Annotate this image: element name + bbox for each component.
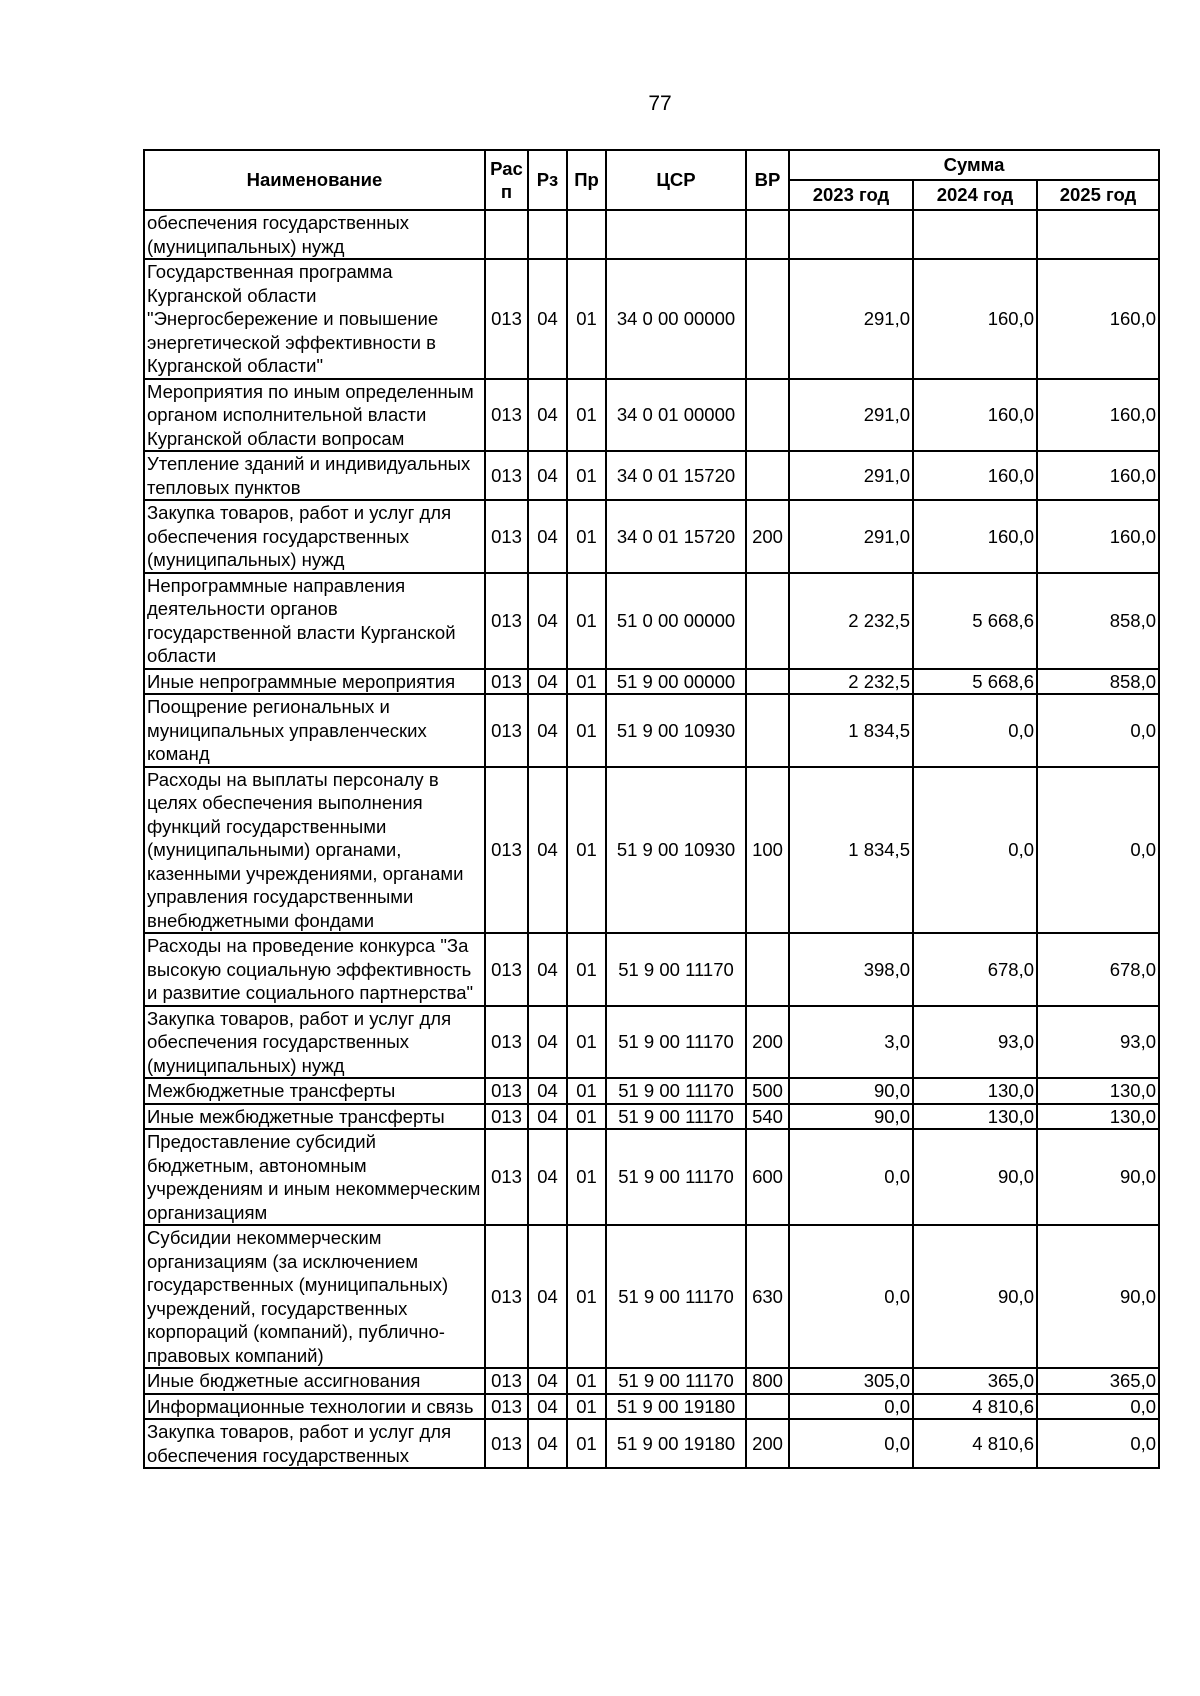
cell-rasp: 013 — [485, 1129, 528, 1225]
cell-2024: 93,0 — [913, 1006, 1037, 1079]
cell-rz: 04 — [528, 379, 567, 452]
cell-pr: 01 — [567, 573, 606, 669]
cell-rz: 04 — [528, 1078, 567, 1104]
table-row — [144, 573, 1159, 669]
table-body — [144, 210, 1159, 1468]
cell-vr — [746, 259, 789, 379]
header-pr: Пр — [567, 150, 606, 210]
cell-vr — [746, 694, 789, 767]
cell-pr: 01 — [567, 1225, 606, 1368]
cell-rasp: 013 — [485, 1368, 528, 1394]
cell-vr: 800 — [746, 1368, 789, 1394]
cell-rz: 04 — [528, 1225, 567, 1368]
cell-pr: 01 — [567, 451, 606, 500]
cell-2023: 0,0 — [789, 1394, 913, 1420]
cell-name: Утепление зданий и индивидуальных тепловых пунктов — [144, 451, 485, 500]
cell-rasp: 013 — [485, 1419, 528, 1468]
cell-rz: 04 — [528, 1419, 567, 1468]
table-row — [144, 1006, 1159, 1079]
cell-vr — [746, 933, 789, 1006]
cell-pr: 01 — [567, 767, 606, 934]
cell-name: Расходы на проведение конкурса "За высокую социальную эффективность и развитие социального партнерства" — [144, 933, 485, 1006]
cell-pr: 01 — [567, 500, 606, 573]
cell-name: Иные непрограммные мероприятия — [144, 669, 485, 695]
cell-csr: 51 9 00 11170 — [606, 1225, 746, 1368]
cell-rz: 04 — [528, 1129, 567, 1225]
header-2025: 2025 год — [1037, 180, 1159, 210]
cell-rasp: 013 — [485, 500, 528, 573]
table-row — [144, 694, 1159, 767]
cell-rasp — [485, 210, 528, 259]
cell-2025: 90,0 — [1037, 1225, 1159, 1368]
table-row — [144, 210, 1159, 259]
cell-2023: 1 834,5 — [789, 767, 913, 934]
cell-name: обеспечения государственных (муниципальных) нужд — [144, 210, 485, 259]
cell-rasp: 013 — [485, 379, 528, 452]
cell-name: Расходы на выплаты персоналу в целях обеспечения выполнения функций государственными (муниципальными) органами, казенными учреждениями, органами управления государственными внебюджетными фондами — [144, 767, 485, 934]
cell-2023: 0,0 — [789, 1225, 913, 1368]
cell-rz: 04 — [528, 1394, 567, 1420]
cell-csr: 34 0 01 15720 — [606, 500, 746, 573]
cell-rasp: 013 — [485, 573, 528, 669]
cell-2025: 0,0 — [1037, 767, 1159, 934]
cell-2025: 160,0 — [1037, 259, 1159, 379]
cell-2023: 2 232,5 — [789, 669, 913, 695]
cell-pr: 01 — [567, 669, 606, 695]
table-row — [144, 1419, 1159, 1468]
cell-rasp: 013 — [485, 1394, 528, 1420]
cell-name: Закупка товаров, работ и услуг для обеспечения государственных (муниципальных) нужд — [144, 500, 485, 573]
cell-vr: 630 — [746, 1225, 789, 1368]
cell-name: Мероприятия по иным определенным органом исполнительной власти Курганской области вопросам — [144, 379, 485, 452]
cell-2023: 291,0 — [789, 259, 913, 379]
cell-csr: 34 0 00 00000 — [606, 259, 746, 379]
cell-pr: 01 — [567, 694, 606, 767]
cell-2024: 5 668,6 — [913, 573, 1037, 669]
cell-2025: 130,0 — [1037, 1078, 1159, 1104]
cell-2023: 1 834,5 — [789, 694, 913, 767]
cell-2025: 160,0 — [1037, 379, 1159, 452]
table-row — [144, 1078, 1159, 1104]
cell-name: Поощрение региональных и муниципальных управленческих команд — [144, 694, 485, 767]
cell-2024: 0,0 — [913, 767, 1037, 934]
cell-2023: 2 232,5 — [789, 573, 913, 669]
cell-rasp: 013 — [485, 1078, 528, 1104]
budget-table — [143, 149, 1160, 1469]
cell-vr — [746, 451, 789, 500]
cell-pr: 01 — [567, 379, 606, 452]
cell-csr: 51 9 00 11170 — [606, 1368, 746, 1394]
cell-2025: 90,0 — [1037, 1129, 1159, 1225]
header-name: Наименование — [144, 150, 485, 210]
cell-2025 — [1037, 210, 1159, 259]
cell-2023: 0,0 — [789, 1129, 913, 1225]
cell-2024: 160,0 — [913, 379, 1037, 452]
cell-name: Государственная программа Курганской области "Энергосбережение и повышение энергетической эффективности в Курганской области" — [144, 259, 485, 379]
cell-rz — [528, 210, 567, 259]
page-number: 77 — [648, 92, 672, 115]
cell-2025: 858,0 — [1037, 573, 1159, 669]
cell-2024: 678,0 — [913, 933, 1037, 1006]
cell-2024: 130,0 — [913, 1078, 1037, 1104]
table-row — [144, 767, 1159, 934]
cell-rasp: 013 — [485, 1104, 528, 1130]
cell-vr: 200 — [746, 500, 789, 573]
cell-name: Межбюджетные трансферты — [144, 1078, 485, 1104]
cell-vr — [746, 1394, 789, 1420]
cell-csr: 34 0 01 15720 — [606, 451, 746, 500]
cell-csr: 51 9 00 11170 — [606, 933, 746, 1006]
cell-pr: 01 — [567, 1419, 606, 1468]
cell-pr: 01 — [567, 1078, 606, 1104]
cell-rz: 04 — [528, 1006, 567, 1079]
cell-2025: 160,0 — [1037, 451, 1159, 500]
table-row — [144, 259, 1159, 379]
cell-rz: 04 — [528, 1104, 567, 1130]
cell-2025: 93,0 — [1037, 1006, 1159, 1079]
cell-2024: 365,0 — [913, 1368, 1037, 1394]
cell-2025: 858,0 — [1037, 669, 1159, 695]
cell-rz: 04 — [528, 767, 567, 934]
cell-2024: 90,0 — [913, 1129, 1037, 1225]
cell-2023: 0,0 — [789, 1419, 913, 1468]
cell-2025: 0,0 — [1037, 1394, 1159, 1420]
cell-2023: 305,0 — [789, 1368, 913, 1394]
cell-2024: 160,0 — [913, 259, 1037, 379]
cell-rasp: 013 — [485, 1225, 528, 1368]
cell-2023: 291,0 — [789, 451, 913, 500]
cell-pr: 01 — [567, 1104, 606, 1130]
cell-rasp: 013 — [485, 694, 528, 767]
cell-rasp: 013 — [485, 1006, 528, 1079]
cell-rasp: 013 — [485, 259, 528, 379]
cell-name: Предоставление субсидий бюджетным, автономным учреждениям и иным некоммерческим организациям — [144, 1129, 485, 1225]
header-2024: 2024 год — [913, 180, 1037, 210]
cell-rasp: 013 — [485, 451, 528, 500]
cell-csr: 51 9 00 11170 — [606, 1129, 746, 1225]
table-row — [144, 451, 1159, 500]
header-csr: ЦСР — [606, 150, 746, 210]
cell-csr: 51 9 00 11170 — [606, 1006, 746, 1079]
cell-name: Информационные технологии и связь — [144, 1394, 485, 1420]
cell-2023 — [789, 210, 913, 259]
cell-2024: 4 810,6 — [913, 1419, 1037, 1468]
cell-pr: 01 — [567, 259, 606, 379]
cell-rz: 04 — [528, 669, 567, 695]
cell-rz: 04 — [528, 933, 567, 1006]
cell-csr: 51 9 00 10930 — [606, 767, 746, 934]
cell-rasp: 013 — [485, 767, 528, 934]
table-row — [144, 669, 1159, 695]
table-row — [144, 500, 1159, 573]
cell-csr: 51 9 00 19180 — [606, 1419, 746, 1468]
cell-2024 — [913, 210, 1037, 259]
cell-vr — [746, 379, 789, 452]
header-summa: Сумма — [789, 150, 1159, 180]
cell-2025: 160,0 — [1037, 500, 1159, 573]
cell-rz: 04 — [528, 573, 567, 669]
cell-name: Закупка товаров, работ и услуг для обеспечения государственных (муниципальных) нужд — [144, 1006, 485, 1079]
cell-pr: 01 — [567, 933, 606, 1006]
cell-vr — [746, 210, 789, 259]
cell-rz: 04 — [528, 451, 567, 500]
cell-rasp: 013 — [485, 933, 528, 1006]
cell-name: Непрограммные направления деятельности органов государственной власти Курганской области — [144, 573, 485, 669]
cell-rz: 04 — [528, 259, 567, 379]
table-row — [144, 1104, 1159, 1130]
cell-2024: 90,0 — [913, 1225, 1037, 1368]
cell-vr: 200 — [746, 1006, 789, 1079]
cell-2023: 90,0 — [789, 1104, 913, 1130]
header-2023: 2023 год — [789, 180, 913, 210]
table-row — [144, 1394, 1159, 1420]
cell-2025: 365,0 — [1037, 1368, 1159, 1394]
cell-name: Закупка товаров, работ и услуг для обеспечения государственных — [144, 1419, 485, 1468]
cell-csr: 51 9 00 00000 — [606, 669, 746, 695]
cell-pr: 01 — [567, 1394, 606, 1420]
cell-rz: 04 — [528, 1368, 567, 1394]
cell-2024: 4 810,6 — [913, 1394, 1037, 1420]
cell-vr: 600 — [746, 1129, 789, 1225]
table-header — [144, 150, 1159, 210]
table-row — [144, 933, 1159, 1006]
cell-pr — [567, 210, 606, 259]
cell-2024: 130,0 — [913, 1104, 1037, 1130]
cell-vr: 540 — [746, 1104, 789, 1130]
header-rz: Рз — [528, 150, 567, 210]
table-row — [144, 1368, 1159, 1394]
cell-pr: 01 — [567, 1368, 606, 1394]
cell-rz: 04 — [528, 694, 567, 767]
cell-2025: 130,0 — [1037, 1104, 1159, 1130]
cell-csr: 51 9 00 11170 — [606, 1078, 746, 1104]
cell-vr: 200 — [746, 1419, 789, 1468]
cell-2025: 0,0 — [1037, 694, 1159, 767]
cell-2024: 160,0 — [913, 500, 1037, 573]
header-vr: ВР — [746, 150, 789, 210]
cell-csr: 51 9 00 10930 — [606, 694, 746, 767]
cell-csr: 51 0 00 00000 — [606, 573, 746, 669]
cell-csr: 34 0 01 00000 — [606, 379, 746, 452]
cell-rz: 04 — [528, 500, 567, 573]
cell-vr — [746, 669, 789, 695]
header-rasp: Рас п — [485, 150, 528, 210]
cell-2023: 291,0 — [789, 500, 913, 573]
cell-csr — [606, 210, 746, 259]
cell-name: Иные межбюджетные трансферты — [144, 1104, 485, 1130]
cell-2024: 0,0 — [913, 694, 1037, 767]
cell-2024: 160,0 — [913, 451, 1037, 500]
cell-pr: 01 — [567, 1129, 606, 1225]
table-row — [144, 379, 1159, 452]
cell-name: Иные бюджетные ассигнования — [144, 1368, 485, 1394]
cell-2025: 0,0 — [1037, 1419, 1159, 1468]
cell-vr: 500 — [746, 1078, 789, 1104]
cell-2023: 90,0 — [789, 1078, 913, 1104]
cell-name: Субсидии некоммерческим организациям (за исключением государственных (муниципальных) учреждений, государственных корпораций (компаний), публично-правовых компаний) — [144, 1225, 485, 1368]
cell-2025: 678,0 — [1037, 933, 1159, 1006]
cell-2023: 398,0 — [789, 933, 913, 1006]
table-row — [144, 1129, 1159, 1225]
cell-vr — [746, 573, 789, 669]
table-row — [144, 1225, 1159, 1368]
cell-vr: 100 — [746, 767, 789, 934]
cell-rasp: 013 — [485, 669, 528, 695]
cell-2023: 3,0 — [789, 1006, 913, 1079]
cell-csr: 51 9 00 19180 — [606, 1394, 746, 1420]
cell-2023: 291,0 — [789, 379, 913, 452]
cell-2024: 5 668,6 — [913, 669, 1037, 695]
cell-pr: 01 — [567, 1006, 606, 1079]
cell-csr: 51 9 00 11170 — [606, 1104, 746, 1130]
